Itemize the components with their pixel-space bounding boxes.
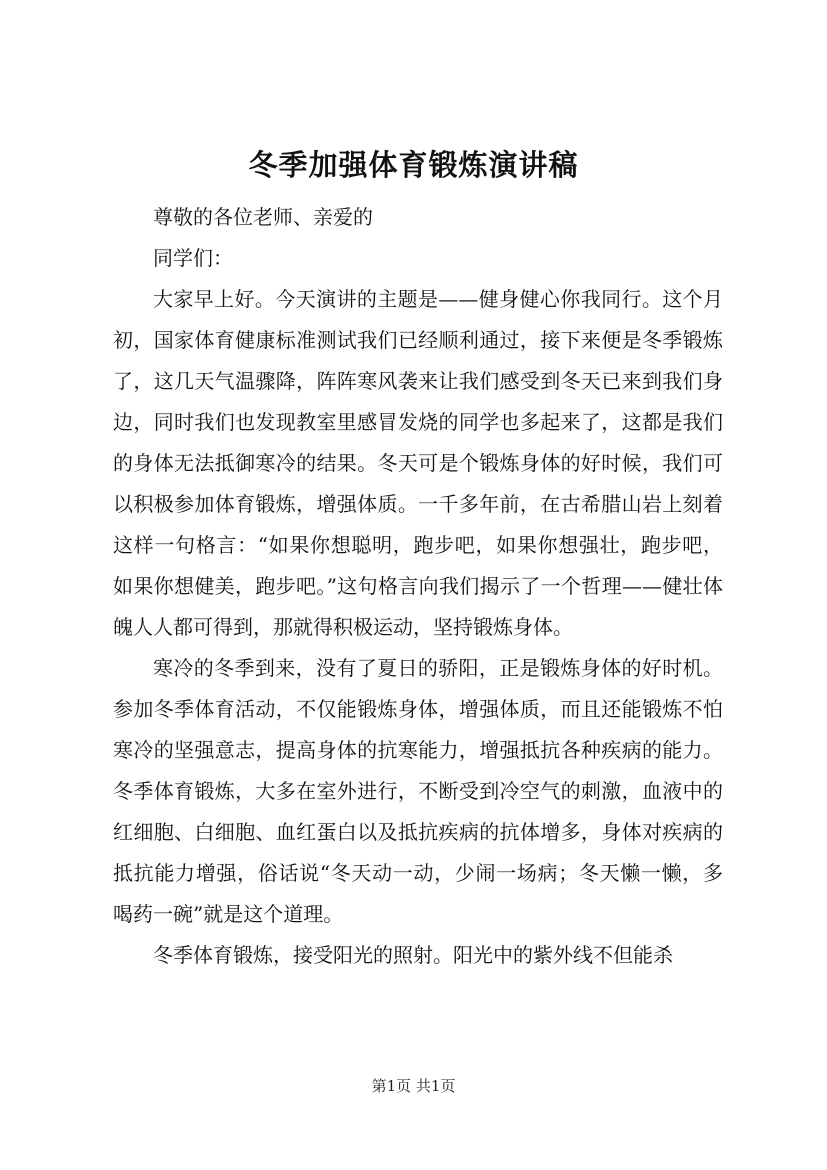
paragraph-3: 冬季体育锻炼，接受阳光的照射。阳光中的紫外线不但能杀 [153, 943, 673, 967]
paragraph-1: 大家早上好。今天演讲的主题是——健身健心你我同行。这个月初，国家体育健康标准测试我们已经顺利通过，接下来便是冬季锻炼了，这几天气温骤降，阵阵寒风袭来让我们感受到冬天已来到我们身边，同时我们也发现教室里感冒发烧的同学也多起来了，这都是我们的身体无法抵御寒冷的结果。冬天可是个锻炼身体的好时候，我们可以积极参加体育锻炼，增强体质。一千多年前，在古希腊山岩上刻着这样一句格言：“如果你想聪明，跑步吧，如果你想强壮，跑步吧，如果你想健美，跑步吧。”这句格言向我们揭示了一个哲理——健壮体魄人人都可得到，那就得积极运动，坚持锻炼身体。 [113, 287, 723, 639]
greeting-line-2: 同学们： [153, 246, 233, 270]
greeting-line-1: 尊敬的各位老师、亲爱的 [153, 205, 373, 229]
paragraph-2: 寒冷的冬季到来，没有了夏日的骄阳，正是锻炼身体的好时机。参加冬季体育活动，不仅能锻炼身体，增强体质，而且还能锻炼不怕寒冷的坚强意志，提高身体的抗寒能力，增强抵抗各种疾病的能力。冬季体育锻炼，大多在室外进行，不断受到冷空气的刺激，血液中的红细胞、白细胞、血红蛋白以及抵抗疾病的抗体增多，身体对疾病的抵抗能力增强，俗话说“冬天动一动，少闹一场病；冬天懒一懒，多喝药一碗”就是这个道理。 [113, 656, 723, 926]
page-footer: 第1页 共1页 [371, 1077, 456, 1095]
document-title: 冬季加强体育锻炼演讲稿 [248, 148, 579, 182]
document-body [113, 197, 723, 976]
